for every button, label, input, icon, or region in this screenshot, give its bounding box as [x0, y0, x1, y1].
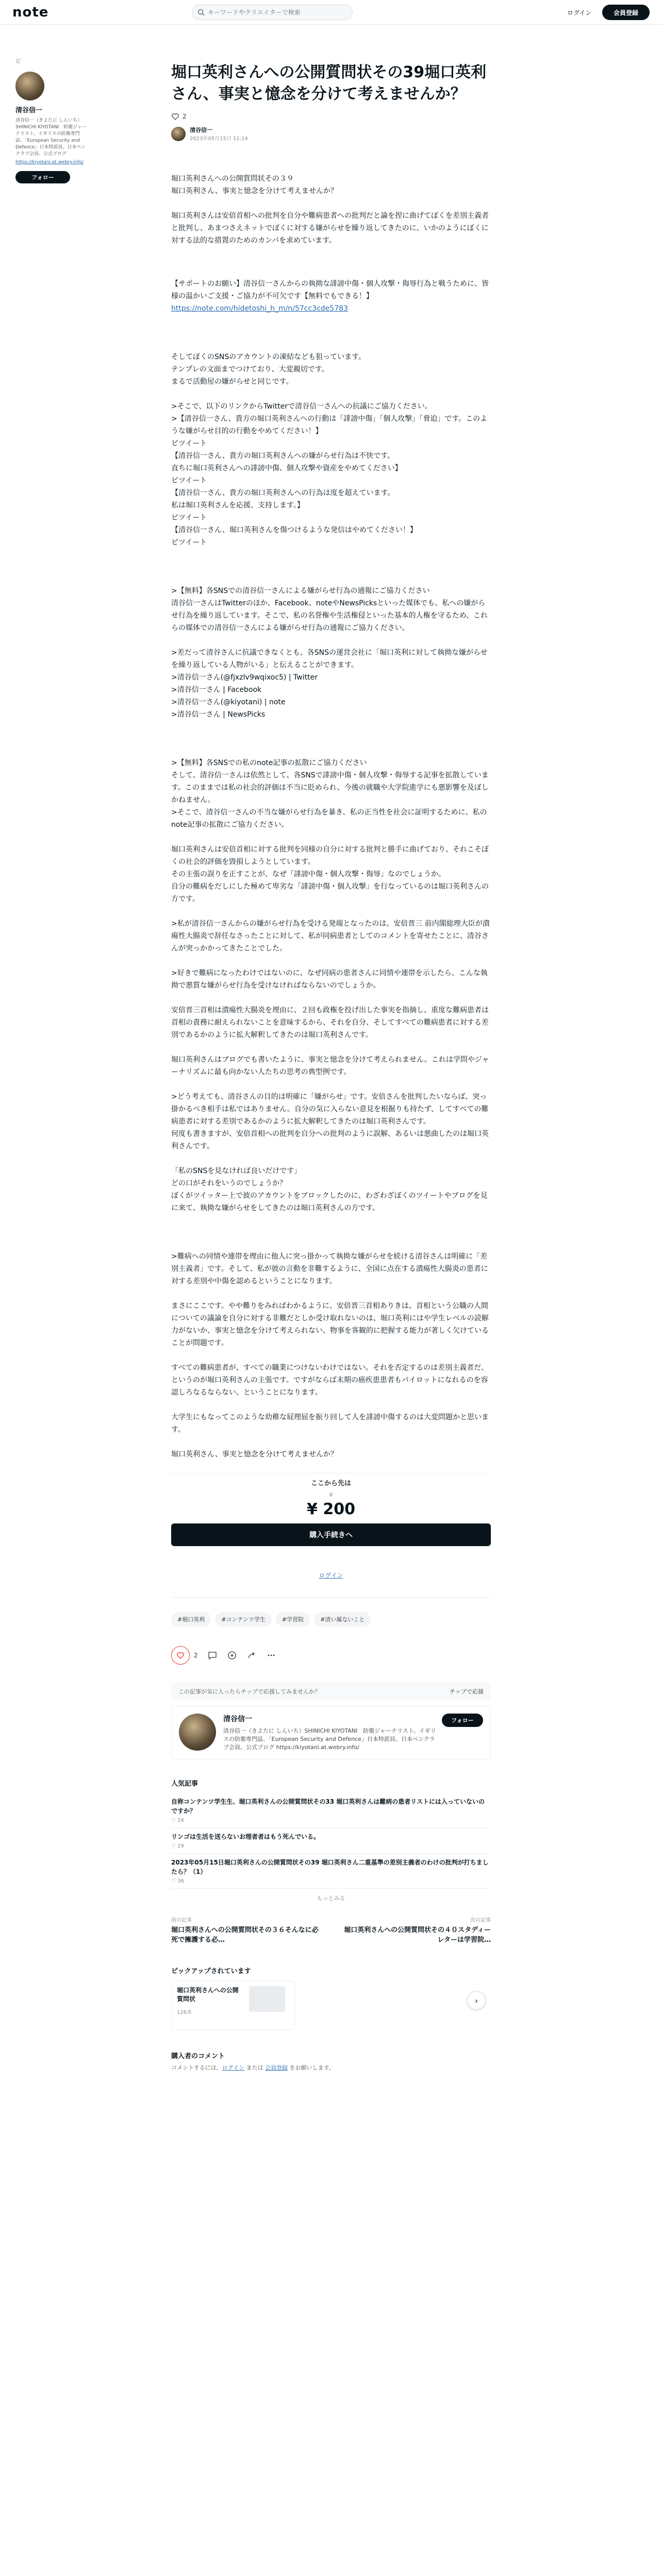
paragraph: >そこで、以下のリンクからTwitterで清谷信一さんへの抗議にご協力ください。 >【清谷信一さん、貴方の堀口英利さんへの行動は「誹謗中傷」「個人攻撃」「脅迫」です。このような嫌がらせ目的の行動をやめてください！】 ビツイート 【清谷信一さん、貴方の堀口英利さんへの嫌がらせ行為は不快です。 直ちに堀口英利さんへの誹謗中傷、個人攻撃や資産をやめてください】 ビツイート 【清谷信一さん、貴方の堀口英利さんへの行為は度を超えています。 私は堀口英利さんを応援、支持します。】 ビツイート 【清谷信一さん、堀口英利さんを傷つけるような発信はやめてください！】 ビツイート — [171, 402, 488, 547]
login-link[interactable]: ログイン — [567, 9, 592, 16]
follow-label: フォロー — [451, 1717, 474, 1724]
paragraph: >好きで難病になったわけではないのに、なぜ同病の患者さんに同情や連帯を示したら、こんな執拗で悪質な嫌がらせ行為を受けなければならないのでしょうか。 — [171, 969, 488, 990]
paragraph: まさにここです。やや難りをみればわかるように、安倍晋三首相ありきは、首相という公職の人間についての議論を自分に対する非難だとしか受け取れないのは、堀口英利にはや学生レベルの読解力がないか、事実と憶念を分けて考えられない、物事を客観的に把握する能力が著しく欠けていることが問題です。 — [171, 1302, 489, 1347]
comments-login-link[interactable]: ログイン — [222, 2064, 245, 2071]
paragraph: >私が清谷信一さんからの嫌がらせ行為を受ける発端となったのは、安倍晋三 前内閣総理大臣が潰瘍性大腸炎で辞任なさったことに対して、私が同病患者としてのコメントを寄せたことに、清谷さんが突っかかってきたことでした。 — [171, 920, 490, 953]
prev-article[interactable] — [171, 1916, 324, 1945]
paywall-label: ここから先は — [310, 1480, 351, 1487]
list-item[interactable] — [171, 1828, 491, 1854]
prev-title: 堀口英利さんへの公開質問状その３６そんなに必死で擁護する必… — [171, 1926, 319, 1944]
hashtag[interactable]: #堀口英利 — [171, 1612, 211, 1626]
paywall-login-link[interactable]: ログイン — [319, 1572, 343, 1579]
magazine-title: 堀口英利さんへの公開質問状 — [177, 1987, 239, 2003]
hashtag[interactable]: #学習院 — [276, 1612, 310, 1626]
like-count: 29 — [177, 1843, 184, 1849]
next-label: 次の記事 — [470, 1918, 491, 1923]
follow-label: フォロー — [31, 174, 54, 181]
author-card-bio: 清谷信一（きよたに しんいち）SHINICHI KIYOTANI 防衛ジャーナリスト。イギリスの防衛専門誌、「European Security and Defence」日本特派員。日本ペンクラブ会員。公式ブログ https://kiyotani.at.webry.info/ — [223, 1727, 436, 1751]
hashtag[interactable]: #清い属ないこと — [314, 1612, 371, 1626]
chevron-right-icon: › — [474, 1995, 478, 2006]
comments-note-suffix: をお願いします。 — [288, 2064, 335, 2071]
top-header — [0, 0, 662, 25]
support-link[interactable]: https://note.com/hidetoshi_h_m/n/57cc3cde5783 — [171, 304, 348, 313]
next-article[interactable] — [338, 1916, 491, 1945]
sidebar-blog-link[interactable]: https://kiyotani.at.webry.info/ — [15, 160, 84, 165]
like-count: 2 — [183, 113, 187, 120]
price-currency: ¥ — [329, 1492, 333, 1498]
purchase-button[interactable] — [171, 1523, 491, 1546]
comments-note — [171, 2063, 491, 2072]
magazine-count: 126本 — [177, 2010, 192, 2015]
popular-likes: ♡ 29 — [171, 1843, 184, 1849]
paragraph: >【無料】各SNSでの清谷信一さんによる嫌がらせ行為の通報にご協力ください 清谷信一さんはTwitterのほか、Facebook、noteやNewsPicksといった媒体でも、私への嫌がらせ行為を繰り返しています。そこで、私の名誉権や生活権侵といった基本的人権を守るため、これらの媒体での清谷信一さんによる嫌がらせ行為の通報にご協力ください。 — [171, 587, 488, 632]
more-icon[interactable] — [266, 1650, 276, 1660]
comments-note-mid: または — [244, 2064, 266, 2071]
popular-likes: ♡ 36 — [171, 1878, 184, 1884]
paragraph: >【無料】各SNSでの私のnote記事の拡散にご協力ください そして、清谷信一さんは依然として、各SNSで誹謗中傷・個人攻撃・侮辱する記事を拡散しています。このままでは私の社会的評価は不当に貶められ、今後の就職や大学院進学にも悪影響を及ぼしかねません。 >そこで、清谷信一さんの不当な嫌がらせ行為を暴き、私の正当性を社会に証明するために、私のnote記事の拡散にご協力ください。 — [171, 759, 489, 829]
search-icon — [197, 9, 205, 16]
paywall — [171, 1473, 491, 1580]
paragraph: 「私のSNSを見なければ良いだけです」 どの口がそれをいうのでしょうか？ ぼくがツイッター上で彼のアカウントをブロックしたのに、わざわざぼくのツイートやブログを見に来て、執拗な嫌がらせをしてきたのは堀口英利さんの方です。 — [171, 1167, 488, 1212]
like-count: 2 — [194, 1652, 198, 1659]
signup-button[interactable]: 会員登録 — [602, 5, 650, 20]
paragraph: >難病への同情や連帯を理由に他人に突っ掛かって執拗な嫌がらせを続ける清谷さんは明確に「差別主義者」です。そして、私が彼の言動を非難するように、全国に点在する潰瘍性大腸炎の患者に対する差別や中傷を認めるということになります。 — [171, 1252, 488, 1285]
purchase-label: 購入手続きへ — [309, 1531, 353, 1539]
more-link[interactable]: もっとみる — [317, 1895, 345, 1902]
author-card-name[interactable]: 清谷信一 — [223, 1715, 252, 1723]
author-card — [171, 1706, 491, 1759]
paragraph: そしてぼくのSNSのアカウントの凍結なども狙っています。 テンプレの文面までつけており、大変親切です。 まるで活動屋の嫌がらせと同じです。 — [171, 353, 366, 386]
page-title: 堀口英利さんへの公開質問状その39堀口英利さん、事実と憶念を分けて考えませんか？ — [171, 63, 487, 103]
article-navigation — [171, 1916, 491, 1945]
comments-note-prefix: コメントするには、 — [171, 2064, 222, 2071]
sidebar-author — [15, 57, 88, 183]
article-author — [171, 126, 491, 142]
sidebar-author-name[interactable]: 清谷信一 — [15, 107, 43, 114]
paragraph: >どう考えても、清谷さんの目的は明確に「嫌がらせ」です。安倍さんを批判したいならば、突っ掛かるべき相手は私ではありません。自分の気に入らない意見を根掘りも持たず、してすべての難病患者に対する差別であるかのように拡大解釈してきたのは堀口英利さんです。 何度も書きますが、安倍首相への批判を自分への批判のように誤解、あるいは悪曲したのは堀口英利さんです。 — [171, 1093, 489, 1150]
avatar[interactable] — [179, 1714, 216, 1751]
hashtag-list — [171, 1612, 491, 1626]
paragraph: 堀口英利さんへの公開質問状その３９ 堀口英利さん、事実と憶念を分けて考えませんか？ — [171, 175, 338, 195]
like-count: 36 — [177, 1878, 184, 1884]
publish-date: 2023年05月15日 11:14 — [190, 136, 248, 142]
hashtag[interactable]: #コンテンツ学生 — [215, 1612, 272, 1626]
like-count-row — [171, 112, 491, 121]
comments-signup-link[interactable]: 会員登録 — [265, 2064, 288, 2071]
list-item[interactable] — [171, 1793, 491, 1828]
paragraph: すべての難病患者が、すべての職業につけないわけではない。それを否定するのは差別主義者だ、というのが堀口英利さんの主張です。ですがならば末期の癌疾患患者もパイロットになれるのを容認しろなるならない、ということになります。 — [171, 1364, 489, 1397]
sidebar-author-bio: 清谷信一（きよたに しんいち）SHINICHI KIYOTANI 防衛ジャーナリスト。イギリスの防衛専門誌、「European Security and Defence」日本特派員。日本ペンクラブ会員。公式ブログ — [15, 118, 87, 157]
paragraph: 【サポートのお願い】清谷信一さんからの執拗な誹謗中傷・個人攻撃・侮辱行為と戦うために、皆様の温かいご支援・ご協力が不可欠です【無料でもできる！】 — [171, 280, 489, 300]
picked-heading: ピックアップされています — [171, 1968, 251, 1975]
paragraph: 大学生にもなってこのような幼稚な屁理屈を振り回して人を誹謗中傷するのは大変問題かと思います。 — [171, 1413, 489, 1434]
popular-title: 自称コンテンツ学生生、堀口英利さんの公開質問状その33 堀口英利さんは難病の患者リストには入っていないのですか？ — [171, 1798, 485, 1815]
paragraph: 堀口英利さんはブログでも書いたように、事実と憶念を分けて考えられません。これは学問やジャーナリズムに最も向かない人たちの思考の典型例です。 — [171, 1056, 489, 1076]
popular-likes: ♡ 24 — [171, 1818, 184, 1823]
article-actions — [171, 1646, 491, 1665]
comment-icon[interactable] — [207, 1650, 218, 1660]
article — [171, 62, 491, 2072]
popular-heading: 人気記事 — [171, 1780, 198, 1788]
comments-heading: 購入者のコメント — [171, 2053, 225, 2060]
like-button[interactable] — [171, 1646, 190, 1665]
share-icon[interactable] — [246, 1650, 257, 1660]
tip-support-box — [171, 1682, 491, 1701]
search-input[interactable] — [208, 9, 342, 16]
magazine-card[interactable] — [171, 1980, 295, 2030]
next-title: 堀口英利さんへの公開質問状その４０スタディーレターは学習院… — [344, 1926, 491, 1944]
paragraph: 堀口英利さん、事実と憶念を分けて考えませんか？ — [171, 1450, 338, 1459]
divider — [171, 1597, 491, 1598]
avatar[interactable] — [171, 127, 186, 141]
author-card-follow-button[interactable] — [442, 1714, 483, 1727]
paragraph: 堀口英利さんは安倍首相に対する批判を同様の自分に対する批判と勝手に曲げており、それこそぼくの社会的評価を毀損しようとしています。 その主張の誤りを正すことが、なぜ「誹謗中傷・個人攻撃・侮辱」なのでしょうか。 自分の難病をだしにした極めて卑劣な「誹謗中傷・個人攻撃」を行なっているのは堀口英利さんの方です。 — [171, 845, 489, 903]
paragraph: >差だって清谷さんに抗議できなくとも、各SNSの運営会社に「堀口英利に対して執拗な嫌がらせを繰り返している人物がいる」と伝えることができます。 >清谷信一さん(@fjxzlv9wqixoc5) | Twitter >清谷信一さん | Facebook >清谷信一さん(@kiyotani) | note >清谷信一さん | NewsPicks — [171, 649, 488, 719]
picked-section — [171, 1965, 491, 2030]
popular-title: リンゴは生活を送らないお理者者はもう死んでいる。 — [171, 1833, 320, 1840]
price: ¥ 200 — [307, 1500, 355, 1518]
avatar[interactable] — [15, 72, 44, 100]
tip-button[interactable]: チップで応援 — [450, 1688, 484, 1695]
paragraph: 堀口英利さんは安倍首相への批判を自分や難病患者への批判だと論を捏に曲げてぼくを差別主義者と批判し、あまつさえネットでぼくに対する嫌がらせを繰り返してきたのに、いかのようにぼくに対する法的な措置のためのカンパを求めています。 — [171, 212, 489, 245]
breadcrumb: 記 — [15, 59, 21, 64]
like-count: 24 — [177, 1818, 184, 1823]
search-box[interactable] — [192, 5, 353, 20]
repost-icon[interactable] — [227, 1650, 237, 1660]
list-item[interactable] — [171, 1854, 491, 1889]
author-name[interactable]: 清谷信一 — [190, 127, 212, 133]
paragraph: 安倍晋三首相は潰瘍性大腸炎を理由に、２回も政権を投げ出した事実を指摘し、重度な難病患者は首相の責務に耐えられないことを意味するから、それを自分、そしてすべての難病患者に対する差別であるかのように拡大解釈してきたのは堀口英利さんです。 — [171, 1006, 489, 1039]
heart-icon[interactable] — [171, 112, 179, 121]
popular-title: 2023年05月15日堀口英利さんの公開質問状その39 堀口英利さん二重基準の差別主義者のわけの批判が打ちましたら？（1） — [171, 1859, 489, 1875]
sidebar-follow-button[interactable] — [15, 171, 70, 183]
tip-support-text: この記事が気に入ったらチップで応援してみませんか？ — [178, 1688, 320, 1695]
magazine-thumbnail — [249, 1986, 285, 2012]
prev-label: 前の記事 — [171, 1918, 192, 1923]
carousel-next-button[interactable] — [467, 1991, 486, 2010]
note-logo[interactable]: note — [12, 5, 49, 20]
heart-icon — [176, 1651, 185, 1659]
